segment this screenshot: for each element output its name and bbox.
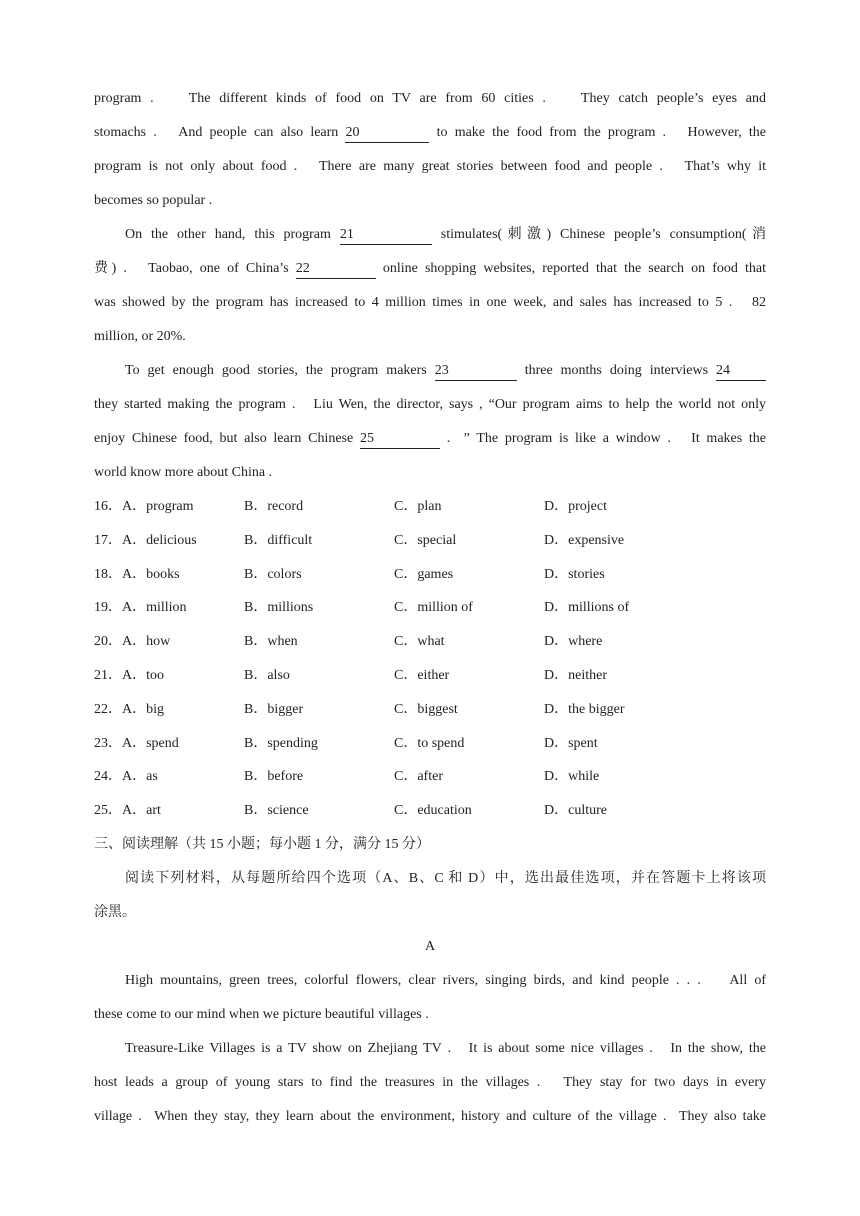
option-a: A．spend [122,735,179,751]
question-21-options [94,663,766,697]
option-d: D．expensive [544,532,625,548]
option-b: B．difficult [244,532,313,548]
question-16-options [94,494,766,528]
option-a: A．big [122,701,164,717]
passage-text: three months doing interviews [524,363,709,378]
passage-text: world know more about China . [94,465,273,480]
option-d: D．neither [544,667,607,683]
passage-line [94,154,766,188]
passage-text: becomes so popular . [94,193,213,208]
passage-text: On the other hand, this program [125,227,331,242]
option-a: A．how [122,634,171,650]
passage-line [94,460,766,494]
blank-23: 23 [435,362,517,381]
option-d: D．project [544,499,607,514]
blank-22: 22 [296,260,376,279]
blank-25: 25 [360,430,440,449]
passage-text: stimulates(刺激) Chinese people’s consumption(消 [440,227,766,242]
blank-21: 21 [340,226,432,245]
option-d: D．while [544,769,600,785]
question-25-options [94,798,766,832]
exam-page [94,86,766,1138]
passage-text: 费) . Taobao, one of China’s [94,261,289,276]
option-b: B．spending [244,735,318,751]
option-d: D．the bigger [544,701,625,717]
question-number: 25． [94,803,122,819]
passage-line [94,188,766,222]
blank-20: 20 [345,124,429,143]
passage-line [94,392,766,426]
passage-text: enjoy Chinese food, but also learn Chinese [94,431,354,446]
question-number: 16． [94,499,122,514]
section-heading: 三、阅读理解（共 15 小题；每小题 1 分，满分 15 分） [94,836,430,852]
option-c: C．after [394,769,443,785]
question-22-options [94,697,766,731]
question-number: 19． [94,600,122,616]
question-19-options [94,595,766,629]
option-b: B．when [244,634,298,650]
question-20-options [94,629,766,663]
question-17-options [94,528,766,562]
question-number: 17． [94,532,122,548]
option-c: C．to spend [394,735,465,751]
passage-line [94,426,766,460]
option-c: C．plan [394,499,442,514]
option-a: A．books [122,566,180,582]
option-d: D．spent [544,735,598,751]
passage-text: million, or 20%. [94,329,186,344]
blank-24: 24 [716,362,766,381]
option-b: B．record [244,499,304,514]
passage-label: A [424,938,436,954]
question-18-options [94,562,766,596]
option-b: B．before [244,769,304,785]
passage-a-line: host leads a group of young stars to find the treasures in the villages . They stay for two days in every [94,1074,766,1090]
passage-line [94,222,766,256]
passage-text: was showed by the program has increased to 4 million times in one week, and sales has increased to 5 . 82 [94,295,766,310]
passage-text: To get enough good stories, the program makers [125,363,427,378]
question-24-options [94,764,766,798]
option-c: C．million of [394,600,473,616]
passage-text: to make the food from the program . However, the [436,125,766,140]
option-a: A．too [122,667,164,683]
passage-a-line: these come to our mind when we picture beautiful villages . [94,1006,429,1022]
passage-line [94,256,766,290]
question-number: 21． [94,667,122,683]
option-d: D．millions of [544,600,630,616]
question-number: 24． [94,769,122,785]
option-d: D．culture [544,803,607,819]
option-c: C．biggest [394,701,458,717]
option-a: A．art [122,803,161,819]
question-number: 23． [94,735,122,751]
passage-text: stomachs . And people can also learn [94,125,339,140]
option-d: D．where [544,634,603,650]
passage-line [94,86,766,120]
option-a: A．program [122,499,194,514]
option-d: D．stories [544,566,605,582]
option-a: A．million [122,600,187,616]
option-c: C．special [394,532,457,548]
passage-text: program is not only about food . There are many great stories between food and people . That’s why it [94,159,766,174]
passage-text: program . The different kinds of food on TV are from 60 cities . They catch people’s eyes and [94,91,766,106]
passage-line [94,324,766,358]
option-b: B．bigger [244,701,304,717]
option-a: A．as [122,769,158,785]
passage-text: . ” The program is like a window . It makes the [446,431,766,446]
passage-line [94,358,766,392]
option-b: B．millions [244,600,314,616]
passage-a-line: village . When they stay, they learn about the environment, history and culture of the village . They also take [94,1108,766,1124]
passage-line [94,120,766,154]
question-23-options [94,731,766,765]
option-b: B．also [244,667,290,683]
passage-text: they started making the program . Liu Wen, the director, says , “Our program aims to help the world not only [94,397,766,412]
question-number: 18． [94,566,122,582]
question-number: 22． [94,701,122,717]
option-c: C．what [394,634,445,650]
option-c: C．education [394,803,472,819]
instructions: 阅读下列材料，从每题所给四个选项（A、B、C 和 D）中，选出最佳选项，并在答题卡上将该项 [125,870,766,886]
question-number: 20． [94,634,122,650]
option-a: A．delicious [122,532,197,548]
passage-line [94,290,766,324]
passage-a-line: High mountains, green trees, colorful flowers, clear rivers, singing birds, and kind people . . . All of [125,972,766,988]
options-list [94,494,766,832]
option-b: B．science [244,803,309,819]
option-c: C．either [394,667,450,683]
option-b: B．colors [244,566,302,582]
instructions-continued: 涂黑。 [94,904,136,920]
passage-a-line: Treasure-Like Villages is a TV show on Zhejiang TV . It is about some nice villages . In the show, the [125,1040,766,1056]
passage-text: online shopping websites, reported that the search on food that [382,261,766,276]
option-c: C．games [394,566,454,582]
